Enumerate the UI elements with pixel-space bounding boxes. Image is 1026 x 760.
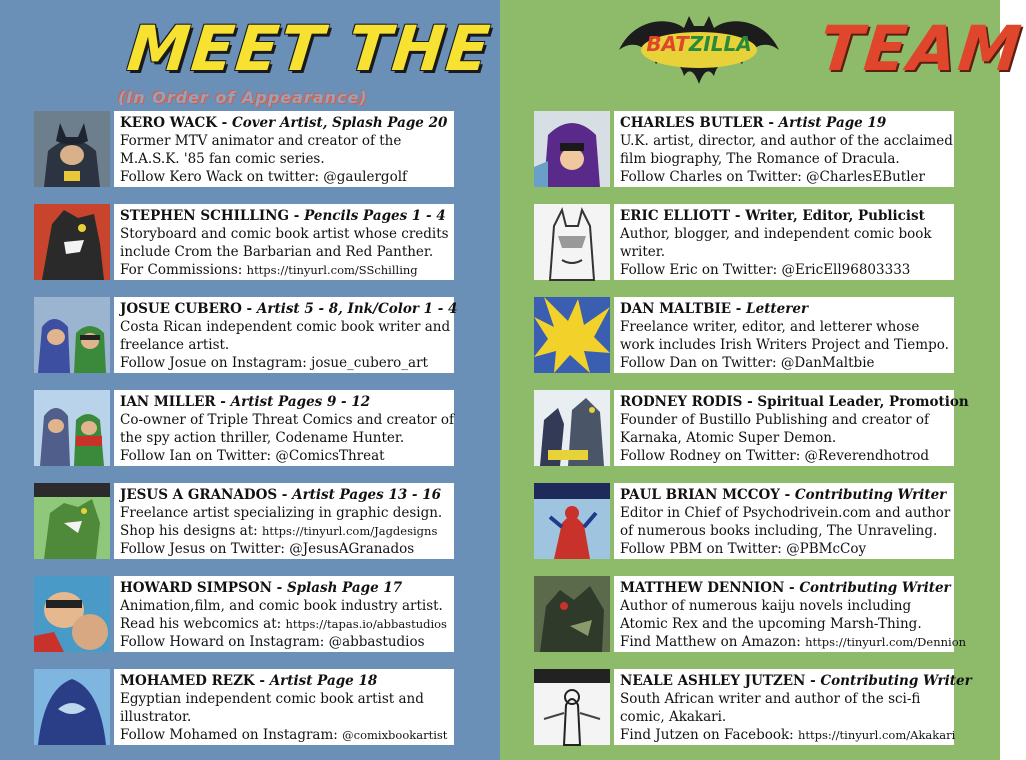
follow-line: Follow Charles on Twitter: @CharlesEButler <box>620 169 925 185</box>
contributor-name: ERIC ELLIOTT - Writer, Editor, Publicist <box>620 208 925 224</box>
contributor-card: IAN MILLER - Artist Pages 9 - 12 Co-owner of Triple Threat Comics and creator of the spy action thriller, Codename Hunter. Follow Ian on Twitter: @ComicsThreat <box>114 390 454 466</box>
contributor-name: NEALE ASHLEY JUTZEN <box>620 673 806 689</box>
commission-link[interactable]: https://tinyurl.com/SSchilling <box>246 263 418 277</box>
bio-line-1: Co-owner of Triple Threat Comics and creator of <box>120 412 454 428</box>
follow-line: Follow Dan on Twitter: @DanMaltbie <box>620 355 875 371</box>
follow-line: Follow PBM on Twitter: @PBMcCoy <box>620 541 867 557</box>
order-subtitle: (In Order of Appearance) <box>118 88 368 107</box>
contributor-card: PAUL BRIAN MCCOY - Contributing Writer Editor in Chief of Psychodrivein.com and author of numerous books including, The Unraveling. Follow PBM on Twitter: @PBMcCoy <box>614 483 954 559</box>
follow-line: Follow Ian on Twitter: @ComicsThreat <box>120 448 385 464</box>
bio-line-2: illustrator. <box>120 709 192 725</box>
webcomics-link[interactable]: https://tapas.io/abbastudios <box>285 617 447 631</box>
amazon-link[interactable]: https://tinyurl.com/Dennion <box>805 635 967 649</box>
bio-line-2: writer. <box>620 244 666 260</box>
bio-line-1: U.K. artist, director, and author of the acclaimed <box>620 133 953 149</box>
facebook-link[interactable]: https://tinyurl.com/Akakari <box>798 728 956 742</box>
logo-text-bat: BAT <box>646 32 689 56</box>
contributor-thumbnail <box>534 576 610 652</box>
bio-line-2: M.A.S.K. '85 fan comic series. <box>120 151 325 167</box>
contributor-card <box>614 390 969 466</box>
bio-line-2: of numerous books including, The Unraveling. <box>620 523 938 539</box>
contributor-card: HOWARD SIMPSON - Splash Page 17 Animation,film, and comic book industry artist. Read his webcomics at: https://tapas.io/abbastudios Follow Howard on Instagram: @abbastudios <box>114 576 454 652</box>
contributor-thumbnail <box>534 669 610 745</box>
contributor-thumbnail <box>34 204 110 280</box>
bio-line-1: Author of numerous kaiju novels including <box>620 598 912 614</box>
contributor-role: Letterer <box>746 301 809 317</box>
bio-line-2: film biography, The Romance of Dracula. <box>620 151 900 167</box>
contributor-card: JESUS A GRANADOS - Artist Pages 13 - 16 Freelance artist specializing in graphic design. Shop his designs at: https://tinyurl.com/Jagdesigns Follow Jesus on Twitter: @JesusAGranados <box>114 483 454 559</box>
contributor-thumbnail <box>34 483 110 559</box>
logo-text <box>614 32 784 56</box>
follow-line: Follow Kero Wack on twitter: @gaulergolf <box>120 169 408 185</box>
contributor-role: Contributing Writer <box>794 487 947 503</box>
contributor-name: JESUS A GRANADOS <box>120 487 278 503</box>
contributor-card: STEPHEN SCHILLING - Pencils Pages 1 - 4 Storyboard and comic book artist whose credits include Crom the Barbarian and Red Panther. For Commissions: https://tinyurl.com/SSchilling <box>114 204 454 280</box>
contributor-thumbnail <box>534 297 610 373</box>
contributor-name: DAN MALTBIE <box>620 301 732 317</box>
contributor-name: STEPHEN SCHILLING <box>120 208 290 224</box>
batzilla-logo <box>614 10 784 90</box>
contributor-thumbnail <box>534 204 610 280</box>
follow-line: Follow Howard on Instagram: @abbastudios <box>120 634 425 650</box>
contributor-name: RODNEY RODIS - Spiritual Leader, Promotion <box>620 394 969 410</box>
logo-text-zilla: ZILLA <box>688 32 752 56</box>
bio-line-2: include Crom the Barbarian and Red Panther. <box>120 244 434 260</box>
bio-line-1: Egyptian independent comic book artist and <box>120 691 424 707</box>
bio-line-1: Animation,film, and comic book industry artist. <box>120 598 443 614</box>
contributor-role: Artist Page 19 <box>778 115 887 131</box>
contributor-card: CHARLES BUTLER - Artist Page 19 U.K. artist, director, and author of the acclaimed film biography, The Romance of Dracula. Follow Charles on Twitter: @CharlesEButler <box>614 111 954 187</box>
bio-line-1: Freelance artist specializing in graphic design. <box>120 505 443 521</box>
meet-the-title: MEET THE <box>124 12 495 85</box>
bio-line-1: Storyboard and comic book artist whose credits <box>120 226 449 242</box>
contributor-card: JOSUE CUBERO - Artist 5 - 8, Ink/Color 1 - 4 Costa Rican independent comic book writer and freelance artist. Follow Josue on Instagram: josue_cubero_art <box>114 297 454 373</box>
contributor-role: Contributing Writer <box>799 580 951 596</box>
bio-line-2: work includes Irish Writers Project and Tiempo. <box>620 337 949 353</box>
contributor-role: Artist Page 18 <box>269 673 378 689</box>
bio-line-1: Founder of Bustillo Publishing and creator of <box>620 412 930 428</box>
follow-line: Follow Josue on Instagram: josue_cubero_art <box>120 355 428 371</box>
contributor-thumbnail <box>34 297 110 373</box>
bio-line-1: Author, blogger, and independent comic book <box>620 226 932 242</box>
contributor-card <box>614 204 954 280</box>
contributor-role: Artist Pages 13 - 16 <box>292 487 442 503</box>
follow-line: Follow Mohamed on Instagram: @comixbookartist <box>120 727 448 743</box>
bio-line-1: Freelance writer, editor, and letterer whose <box>620 319 920 335</box>
contributor-role: Artist 5 - 8, Ink/Color 1 - 4 <box>256 301 458 317</box>
contributor-thumbnail <box>34 576 110 652</box>
bio-line-2: the spy action thriller, Codename Hunter. <box>120 430 405 446</box>
bio-line-2: comic, Akakari. <box>620 709 727 725</box>
contributor-name: MOHAMED REZK <box>120 673 255 689</box>
contributor-thumbnail <box>534 483 610 559</box>
bio-line-2: Karnaka, Atomic Super Demon. <box>620 430 837 446</box>
contributor-card: KERO WACK - Cover Artist, Splash Page 20 Former MTV animator and creator of the M.A.S.K. '85 fan comic series. Follow Kero Wack on twitter: @gaulergolf <box>114 111 454 187</box>
follow-line: Follow Jesus on Twitter: @JesusAGranados <box>120 541 415 557</box>
shop-link[interactable]: https://tinyurl.com/Jagdesigns <box>261 524 438 538</box>
follow-line: Follow Rodney on Twitter: @Reverendhotrod <box>620 448 930 464</box>
contributor-role: Contributing Writer <box>820 673 972 689</box>
contributor-thumbnail <box>534 390 610 466</box>
contributor-thumbnail <box>34 390 110 466</box>
bio-line-2: Shop his designs at: https://tinyurl.com/Jagdesigns <box>120 523 438 539</box>
contributor-card: MATTHEW DENNION - Contributing Writer Author of numerous kaiju novels including Atomic Rex and the upcoming Marsh-Thing. Find Matthew on Amazon: https://tinyurl.com/Dennion <box>614 576 954 652</box>
contributor-name: KERO WACK <box>120 115 217 131</box>
contributor-name: IAN MILLER <box>120 394 216 410</box>
bio-line-1: Former MTV animator and creator of the <box>120 133 402 149</box>
contributor-thumbnail <box>34 669 110 745</box>
contributor-role: Cover Artist, Splash Page 20 <box>231 115 448 131</box>
team-title: TEAM <box>816 12 1026 85</box>
bio-line-2: Atomic Rex and the upcoming Marsh-Thing. <box>620 616 922 632</box>
contributor-name: JOSUE CUBERO <box>120 301 242 317</box>
follow-line: Find Jutzen on Facebook: https://tinyurl.com/Akakari <box>620 727 956 743</box>
contributor-thumbnail <box>534 111 610 187</box>
contributor-card: NEALE ASHLEY JUTZEN - Contributing Writer South African writer and author of the sci-fi comic, Akakari. Find Jutzen on Facebook: https://tinyurl.com/Akakari <box>614 669 954 745</box>
bio-line-1: South African writer and author of the sci-fi <box>620 691 921 707</box>
contributor-name: MATTHEW DENNION <box>620 580 785 596</box>
bio-line-2: freelance artist. <box>120 337 230 353</box>
contributor-role: Artist Pages 9 - 12 <box>230 394 371 410</box>
contributor-role: Pencils Pages 1 - 4 <box>304 208 446 224</box>
contributor-name: CHARLES BUTLER <box>620 115 764 131</box>
bio-line-1: Costa Rican independent comic book writer and <box>120 319 451 335</box>
contributor-name: HOWARD SIMPSON <box>120 580 272 596</box>
contributor-name: PAUL BRIAN MCCOY <box>620 487 780 503</box>
follow-line: Find Matthew on Amazon: https://tinyurl.com/Dennion <box>620 634 967 650</box>
bio-line-1: Editor in Chief of Psychodrivein.com and author <box>620 505 951 521</box>
contributor-role: Splash Page 17 <box>286 580 403 596</box>
follow-line: For Commissions: https://tinyurl.com/SSchilling <box>120 262 418 278</box>
follow-line: Follow Eric on Twitter: @EricEll96803333 <box>620 262 911 278</box>
contributor-thumbnail <box>34 111 110 187</box>
bio-line-2: Read his webcomics at: https://tapas.io/abbastudios <box>120 616 447 632</box>
contributor-card: MOHAMED REZK - Artist Page 18 Egyptian independent comic book artist and illustrator. Follow Mohamed on Instagram: @comixbookartist <box>114 669 454 745</box>
contributor-card: DAN MALTBIE - Letterer Freelance writer, editor, and letterer whose work includes Irish Writers Project and Tiempo. Follow Dan on Twitter: @DanMaltbie <box>614 297 954 373</box>
